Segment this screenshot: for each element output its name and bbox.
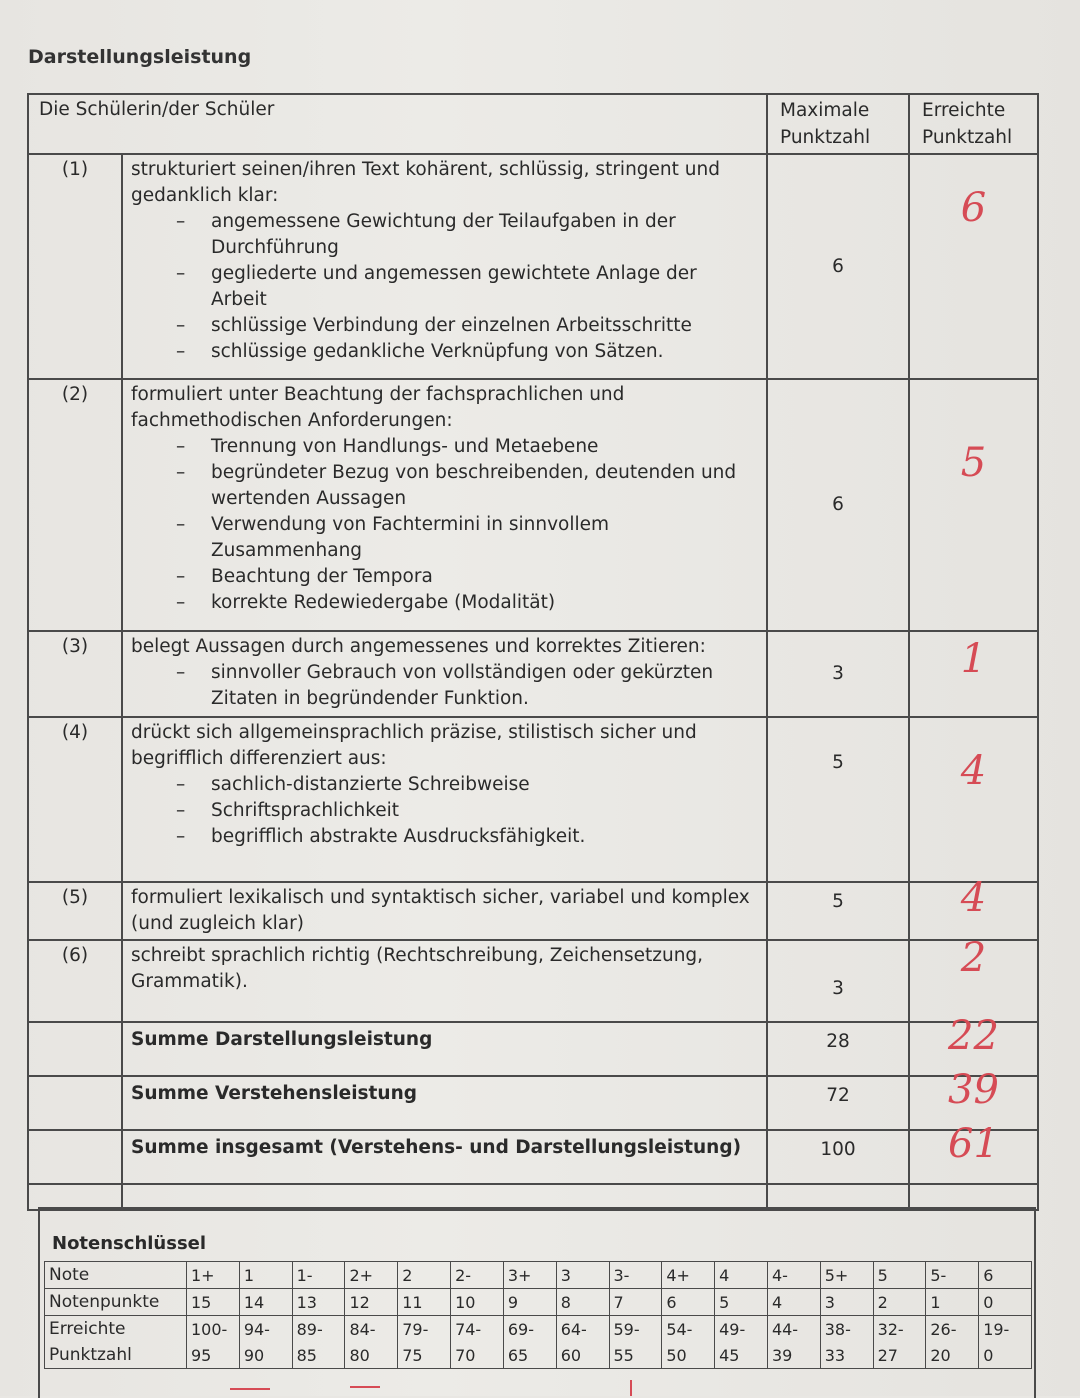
grade-key-cell: 90 [239,1342,292,1369]
section-title: Darstellungsleistung [28,46,252,68]
criterion-subitem: – Verwendung von Fachtermini in sinnvollem Zusammenhang [176,512,758,564]
criterion-subitem: – begründeter Bezug von beschreibenden, deutenden und wertenden Aussagen [176,460,758,512]
criterion-reached-points [909,154,1038,379]
criterion-text [122,379,767,631]
grade-key-cell: 27 [873,1342,926,1369]
grade-key-cell: 13 [292,1289,345,1316]
key-label-note: Note [45,1262,187,1289]
grade-key-cell: 33 [820,1342,873,1369]
grade-key-cell: 5 [873,1262,926,1289]
criterion-subitem: – Trennung von Handlungs- und Metaebene [176,434,758,460]
header-max-points [767,94,909,154]
key-row-range-top [45,1316,1032,1343]
sum-max-points: 100 [767,1130,909,1184]
criterion-max-points: 3 [767,940,909,1022]
grade-key-cell: 45 [715,1342,768,1369]
handwritten-sum: 61 [948,1121,999,1167]
criterion-max-points: 5 [767,717,909,882]
grade-key-cell: 19- [979,1316,1032,1343]
handwritten-score: 4 [960,875,987,921]
criterion-row [28,940,1038,1022]
criterion-row [28,717,1038,882]
handwritten-sum: 39 [948,1067,999,1113]
grade-key-cell: 49- [715,1316,768,1343]
key-row-range-bottom [45,1342,1032,1369]
criterion-number: (5) [28,882,122,940]
grade-key-cell: 94- [239,1316,292,1343]
handwritten-score: 4 [960,748,987,794]
grade-key-cell: 64- [556,1316,609,1343]
grade-key-cell: 6 [979,1262,1032,1289]
grade-key-cell: 60 [556,1342,609,1369]
grade-key-cell: 11 [398,1289,451,1316]
grade-key-cell: 79- [398,1316,451,1343]
criterion-subitem: – Beachtung der Tempora [176,564,758,590]
grade-key-cell: 75 [398,1342,451,1369]
grade-key-cell: 0 [979,1289,1032,1316]
criterion-text [122,154,767,379]
grade-key-cell: 1 [926,1289,979,1316]
criterion-intro: belegt Aussagen durch angemessenes und korrektes Zitieren: [131,636,706,657]
sum-empty-cell [28,1130,122,1184]
criterion-number: (4) [28,717,122,882]
grade-key-cell: 1+ [187,1262,240,1289]
grade-key-cell: 4- [767,1262,820,1289]
header-row [28,94,1038,154]
grade-key-cell: 54- [662,1316,715,1343]
criterion-text [122,631,767,717]
criterion-max-points: 5 [767,882,909,940]
sum-max-points: 28 [767,1022,909,1076]
header-reached-points [909,94,1038,154]
grade-key-cell: 26- [926,1316,979,1343]
criterion-subitem: – schlüssige gedankliche Verknüpfung von Sätzen. [176,339,758,365]
handwritten-score: 5 [960,440,987,486]
grade-key-cell: 9 [503,1289,556,1316]
grade-key-cell: 65 [503,1342,556,1369]
sum-max-points: 72 [767,1076,909,1130]
grade-key-cell: 39 [767,1342,820,1369]
sum-reached-points [909,1121,1038,1184]
sum-empty-cell [28,1022,122,1076]
grade-key-cell: 15 [187,1289,240,1316]
grade-key-cell: 7 [609,1289,662,1316]
criterion-intro: formuliert unter Beachtung der fachsprachlichen und fachmethodischen Anforderungen: [131,384,625,431]
grade-key-cell: 85 [292,1342,345,1369]
grading-table [27,93,1039,1211]
criterion-intro: schreibt sprachlich richtig (Rechtschreibung, Zeichensetzung, Grammatik). [131,945,704,992]
criterion-text [122,717,767,882]
grade-key-cell: 84- [345,1316,398,1343]
grade-key-cell: 59- [609,1316,662,1343]
grade-key-cell: 80 [345,1342,398,1369]
grade-key-cell: 2 [873,1289,926,1316]
criterion-max-points: 6 [767,154,909,379]
handwritten-score: 6 [960,185,987,231]
criterion-max-points: 6 [767,379,909,631]
criterion-subitem: – korrekte Redewiedergabe (Modalität) [176,590,758,616]
sum-row [28,1130,1038,1184]
grade-key-cell: 95 [187,1342,240,1369]
sum-row [28,1022,1038,1076]
criterion-subitem: – Schriftsprachlichkeit [176,798,758,824]
grade-key-cell: 89- [292,1316,345,1343]
criterion-reached-points [909,935,1038,1022]
grade-key-cell: 5 [715,1289,768,1316]
criterion-reached-points [909,631,1038,717]
criterion-subitems [131,772,758,850]
criterion-text [122,940,767,1022]
criterion-subitem: – angemessene Gewichtung der Teilaufgaben in der Durchführung [176,209,758,261]
grade-key-cell: 74- [451,1316,504,1343]
grade-key-cell: 3- [609,1262,662,1289]
criterion-text [122,882,767,940]
grade-key-cell: 2- [451,1262,504,1289]
key-label-reached-1: Erreichte [45,1316,187,1343]
criterion-subitems [131,209,758,365]
criterion-max-points: 3 [767,631,909,717]
header-max-line1: Maximale [780,100,870,121]
criterion-reached-points [909,717,1038,882]
grade-key-cell: 2+ [345,1262,398,1289]
grade-key-cell: 2 [398,1262,451,1289]
grade-key-title: Notenschlüssel [52,1233,207,1254]
criterion-row [28,154,1038,379]
grade-key-cell: 38- [820,1316,873,1343]
criterion-reached-points [909,379,1038,631]
criterion-intro: formuliert lexikalisch und syntaktisch sicher, variabel und komplex (und zugleich klar) [131,887,750,934]
key-label-points: Notenpunkte [45,1289,187,1316]
grade-key-box [38,1207,1036,1398]
handwritten-score: 1 [960,636,987,682]
header-got-line2: Punktzahl [922,127,1013,148]
grade-key-cell: 4 [767,1289,820,1316]
grade-key-cell: 50 [662,1342,715,1369]
grade-key-cell: 14 [239,1289,292,1316]
grade-key-cell: 4+ [662,1262,715,1289]
grade-key-table [44,1261,1032,1369]
grade-key-cell: 0 [979,1342,1032,1369]
key-label-reached-2: Punktzahl [45,1342,187,1369]
header-got-line1: Erreichte [922,100,1006,121]
criterion-number: (2) [28,379,122,631]
criterion-subitems [131,434,758,616]
handwritten-score: 2 [960,935,987,981]
criterion-subitem: – sachlich-distanzierte Schreibweise [176,772,758,798]
criterion-intro: strukturiert seinen/ihren Text kohärent, schlüssig, stringent und gedanklich klar: [131,159,720,206]
header-student: Die Schülerin/der Schüler [28,94,767,154]
grade-key-cell: 5- [926,1262,979,1289]
grade-key-cell: 8 [556,1289,609,1316]
sum-empty-cell [28,1076,122,1130]
grade-key-cell: 12 [345,1289,398,1316]
grade-key-cell: 55 [609,1342,662,1369]
criterion-number: (1) [28,154,122,379]
grade-key-cell: 70 [451,1342,504,1369]
sum-label: Summe Darstellungsleistung [122,1022,767,1076]
grade-key-cell: 3 [556,1262,609,1289]
grade-key-cell: 5+ [820,1262,873,1289]
criterion-subitem: – schlüssige Verbindung der einzelnen Arbeitsschritte [176,313,758,339]
grade-key-cell: 32- [873,1316,926,1343]
criterion-subitem: – begrifflich abstrakte Ausdrucksfähigkeit. [176,824,758,850]
grade-key-cell: 6 [662,1289,715,1316]
criterion-row [28,379,1038,631]
criterion-subitem: – sinnvoller Gebrauch von vollständigen oder gekürzten Zitaten in begründender Funktion. [176,660,758,712]
grade-key-cell: 10 [451,1289,504,1316]
criterion-subitems [131,660,758,712]
criterion-number: (6) [28,940,122,1022]
header-max-line2: Punktzahl [780,127,871,148]
grade-key-cell: 4 [715,1262,768,1289]
handwritten-sum: 22 [948,1013,999,1059]
grade-key-cell: 3+ [503,1262,556,1289]
grade-key-cell: 1- [292,1262,345,1289]
criterion-intro: drückt sich allgemeinsprachlich präzise, stilistisch sicher und begrifflich differenziert aus: [131,722,697,769]
criterion-reached-points [909,875,1038,940]
grade-key-cell: 3 [820,1289,873,1316]
key-row-note [45,1262,1032,1289]
criterion-number: (3) [28,631,122,717]
grade-key-cell: 69- [503,1316,556,1343]
sum-row [28,1076,1038,1130]
criterion-row [28,882,1038,940]
grade-key-cell: 100- [187,1316,240,1343]
sum-label: Summe insgesamt (Verstehens- und Darstellungsleistung) [122,1130,767,1184]
grade-key-cell: 1 [239,1262,292,1289]
grade-key-cell: 44- [767,1316,820,1343]
sum-label: Summe Verstehensleistung [122,1076,767,1130]
handwritten-marks [200,1380,800,1396]
key-row-points [45,1289,1032,1316]
grade-key-cell: 20 [926,1342,979,1369]
criterion-subitem: – gegliederte und angemessen gewichtete Anlage der Arbeit [176,261,758,313]
criterion-row [28,631,1038,717]
